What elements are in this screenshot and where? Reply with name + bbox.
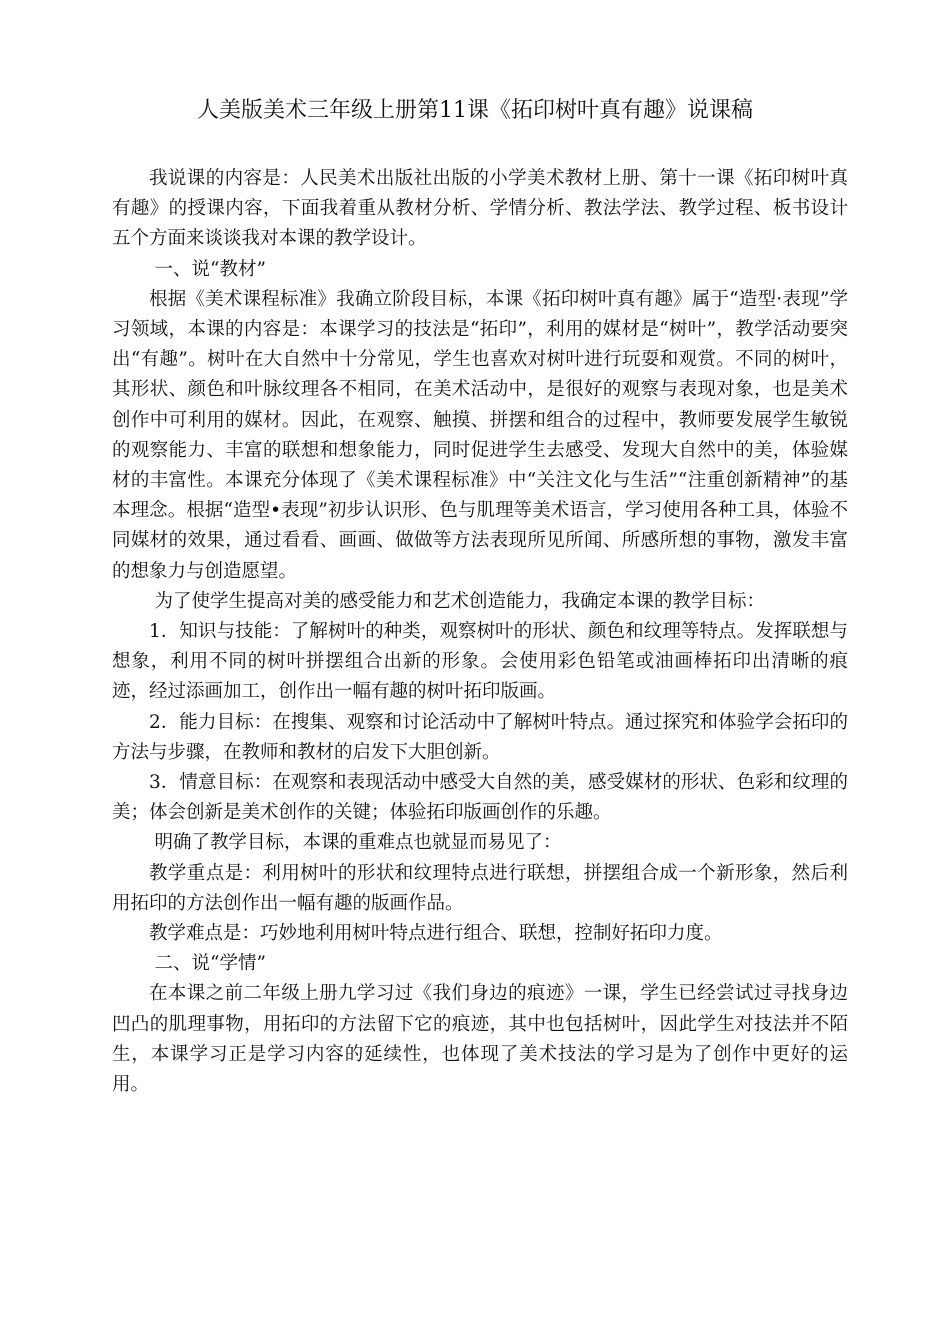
objective-ability: 2．能力目标：在搜集、观察和讨论活动中了解树叶特点。通过探究和体验学会拓印的方法与步骤，在教师和教材的启发下大胆创新。: [112, 711, 848, 763]
objective-knowledge-skill: 1．知识与技能：了解树叶的种类，观察树叶的形状、颜色和纹理等特点。发挥联想与想象，利用不同的树叶拼摆组合出新的形象。会使用彩色铅笔或油画棒拓印出清晰的痕迹，经过添画加工，创作出一幅有趣的树叶拓印版画。: [112, 621, 848, 703]
intro-paragraph: 我说课的内容是：人民美术出版社出版的小学美术教材上册、第十一课《拓印树叶真有趣》的授课内容，下面我着重从教材分析、学情分析、教法学法、教学过程、板书设计五个方面来谈谈我对本课的教学设计。: [112, 168, 848, 250]
section-heading-textbook: 一、说“教材”: [154, 258, 266, 280]
objectives-lead-paragraph: 为了使学生提高对美的感受能力和艺术创造能力，我确定本课的教学目标：: [154, 590, 766, 612]
key-points-lead-paragraph: 明确了教学目标，本课的重难点也就显而易见了：: [154, 832, 562, 854]
textbook-analysis-paragraph: 根据《美术课程标准》我确立阶段目标，本课《拓印树叶真有趣》属于“造型·表现”学习领域，本课的内容是：本课学习的技法是“拓印”，利用的媒材是“树叶”，教学活动要突出“有趣”。树叶在大自然中十分常见，学生也喜欢对树叶进行玩耍和观赏。不同的树叶，其形状、颜色和叶脉纹理各不相同，在美术活动中，是很好的观察与表现对象，也是美术创作中可利用的媒材。因此，在观察、触摸、拼摆和组合的过程中，教师要发展学生敏锐的观察能力、丰富的联想和想象能力，同时促进学生去感受、发现大自然中的美，体验媒材的丰富性。本课充分体现了《美术课程标准》中“关注文化与生活”“注重创新精神”的基本理念。根据“造型•表现”初步认识形、色与肌理等美术语言，学习使用各种工具，体验不同媒材的效果，通过看看、画画、做做等方法表现所见所闻、所感所想的事物，激发丰富的想象力与创造愿望。: [112, 288, 848, 582]
document-title: 人美版美术三年级上册第11课《拓印树叶真有趣》说课稿: [197, 98, 753, 123]
objective-emotion: 3．情意目标：在观察和表现活动中感受大自然的美，感受媒材的形状、色彩和纹理的美；体会创新是美术创作的关键；体验拓印版画创作的乐趣。: [112, 772, 848, 824]
teaching-difficulty: 教学难点是：巧妙地利用树叶特点进行组合、联想，控制好拓印力度。: [149, 923, 723, 945]
section-heading-students: 二、说“学情”: [154, 953, 266, 975]
document-body: [112, 164, 848, 1100]
student-analysis-paragraph: 在本课之前二年级上册九学习过《我们身边的痕迹》一课，学生已经尝试过寻找身边凹凸的肌理事物，用拓印的方法留下它的痕迹，其中也包括树叶，因此学生对技法并不陌生，本课学习正是学习内容的延续性，也体现了美术技法的学习是为了创作中更好的运用。: [112, 983, 848, 1096]
teaching-key-point: 教学重点是：利用树叶的形状和纹理特点进行联想，拼摆组合成一个新形象，然后利用拓印的方法创作出一幅有趣的版画作品。: [112, 862, 848, 914]
